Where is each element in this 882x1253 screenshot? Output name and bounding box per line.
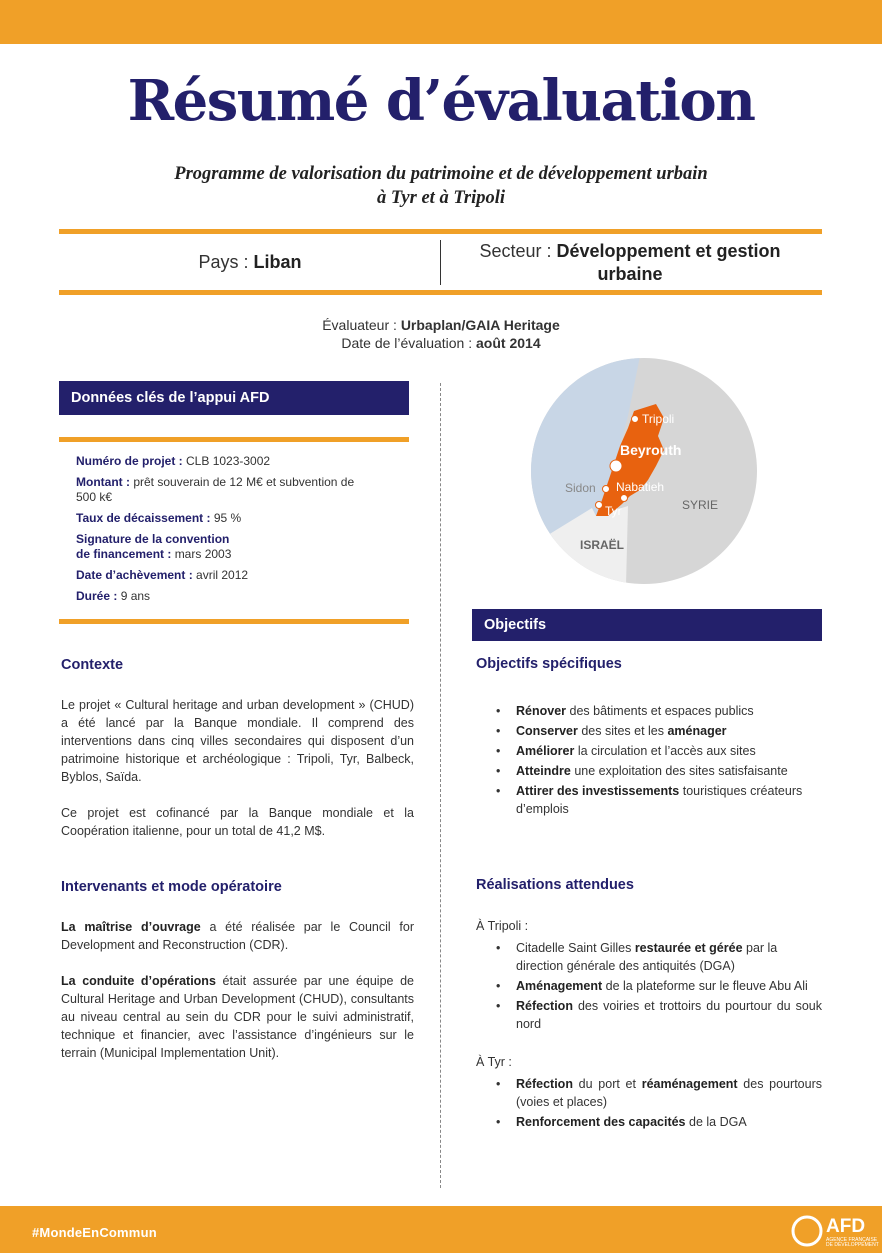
- info-separator: [440, 240, 441, 285]
- key-signature: Signature de la convention de financement : mars 2003: [76, 532, 232, 561]
- country-label: Pays :: [198, 252, 254, 272]
- sector-value: Développement et gestion urbaine: [556, 241, 781, 284]
- key-data-heading: Données clés de l’appui AFD: [59, 381, 409, 415]
- map-label-syrie: SYRIE: [682, 498, 719, 512]
- sector-field: [470, 240, 790, 286]
- objectives-heading: Objectifs: [472, 609, 822, 641]
- evaluation-date-label: Date de l’évaluation :: [341, 335, 477, 351]
- nabatieh-dot: [621, 495, 628, 502]
- context-text: [61, 696, 414, 858]
- afd-logo-text: AFD: [826, 1216, 866, 1237]
- stakeholders-paragraph-2: La conduite d’opérations était assurée par une équipe de Cultural Heritage and Urban Development (CHUD), consultants au niveau central au sein du CDR pour le suivi administratif, technique et financier, avec l’assistance d’ingénieurs sur le terrain (Municipal Implementation Unit).: [61, 974, 414, 1060]
- tyr-achievement-item: • Réfection du port et réaménagement des pourtours (voies et places): [496, 1075, 822, 1111]
- map-label-israel: ISRAËL: [580, 538, 625, 552]
- key-data-list: [76, 454, 366, 610]
- country-value: Liban: [253, 252, 302, 272]
- objective-item: • Atteindre une exploitation des sites satisfaisante: [496, 762, 822, 780]
- context-paragraph-2: Ce projet est cofinancé par la Banque mondiale et la Coopération italienne, pour un total de 41,2 M$.: [61, 806, 414, 838]
- map-label-sidon: Sidon: [565, 481, 596, 495]
- stakeholders-paragraph-1: La maîtrise d’ouvrage a été réalisée par le Council for Development and Reconstruction (CDR).: [61, 920, 415, 952]
- key-disbursement: Taux de décaissement : 95 %: [76, 511, 242, 525]
- afd-logo-subtitle: AGENCE FRANÇAISE DE DÉVELOPPEMENT: [826, 1237, 879, 1248]
- tripoli-achievement-item: • Aménagement de la plateforme sur le fleuve Abu Ali: [496, 977, 822, 995]
- afd-logo: [790, 1214, 879, 1250]
- map-graphic: [530, 356, 760, 586]
- sector-label: Secteur :: [479, 241, 557, 261]
- evaluator-line: [0, 316, 882, 334]
- achievements-heading: Réalisations attendues: [476, 877, 634, 893]
- key-completion: Date d’achèvement : avril 2012: [76, 568, 249, 582]
- afd-logo-icon: [790, 1214, 824, 1248]
- evaluator-value: Urbaplan/GAIA Heritage: [400, 317, 560, 333]
- evaluator-label: Évaluateur :: [322, 317, 401, 333]
- country-field: [100, 252, 400, 273]
- objective-item: • Rénover des bâtiments et espaces publics: [496, 702, 822, 720]
- stakeholders-text: [61, 918, 414, 1080]
- column-divider: [440, 383, 441, 1188]
- key-project-number: Numéro de projet : CLB 1023-3002: [76, 454, 271, 468]
- objective-item: • Conserver des sites et les aménager: [496, 722, 822, 740]
- tripoli-achievements: [476, 917, 822, 1035]
- subtitle-line-1: Programme de valorisation du patrimoine et de développement urbain: [174, 164, 708, 184]
- tripoli-achievement-item: • Réfection des voiries et trottoirs du pourtour du souk nord: [496, 997, 822, 1033]
- lebanon-map: [530, 356, 760, 586]
- specific-objectives-heading: Objectifs spécifiques: [476, 656, 622, 672]
- top-banner: [0, 0, 882, 44]
- evaluation-info: [0, 316, 882, 352]
- tripoli-intro: À Tripoli :: [476, 919, 529, 933]
- tyr-achievements: [476, 1053, 822, 1133]
- key-amount: Montant : prêt souverain de 12 M€ et subvention de 500 k€: [76, 475, 355, 504]
- evaluation-date-line: [0, 334, 882, 352]
- page-subtitle: [100, 162, 782, 210]
- tyr-intro: À Tyr :: [476, 1055, 512, 1069]
- tyr-achievement-item: • Renforcement des capacités de la DGA: [496, 1113, 822, 1131]
- key-data-box: [59, 437, 409, 624]
- map-label-beyrouth: Beyrouth: [620, 442, 682, 458]
- map-label-nabatieh: Nabatieh: [616, 480, 665, 494]
- tripoli-achievement-item: • Citadelle Saint Gilles restaurée et gérée par la direction générale des antiquités (DGA): [496, 939, 822, 975]
- key-duration: Durée : 9 ans: [76, 589, 151, 603]
- evaluation-date-value: août 2014: [476, 335, 541, 351]
- context-heading: Contexte: [61, 657, 124, 673]
- tyr-dot: [596, 502, 603, 509]
- tripoli-dot: [632, 416, 639, 423]
- context-paragraph-1: Le projet « Cultural heritage and urban development » (CHUD) a été lancé par la Banque mondiale. Il comprend des interventions dans cinq villes secondaires qui disposent d’un patrimoine historique et archéologique : Tripoli, Tyr, Balbeck, Byblos, Saïda.: [61, 698, 414, 784]
- sidon-dot: [603, 486, 610, 493]
- footer-hashtag: #MondeEnCommun: [32, 1225, 157, 1240]
- stakeholders-heading: Intervenants et mode opératoire: [61, 879, 282, 895]
- divider-top: [59, 229, 822, 234]
- specific-objectives-list: [496, 702, 822, 820]
- divider-bottom: [59, 290, 822, 295]
- beyrouth-dot: [610, 460, 622, 472]
- page-title: Résumé d’évaluation: [127, 68, 755, 134]
- subtitle-line-2: à Tyr et à Tripoli: [376, 188, 506, 208]
- objective-item: • Améliorer la circulation et l’accès aux sites: [496, 742, 822, 760]
- objective-item: • Attirer des investissements touristiques créateurs d’emplois: [496, 782, 822, 818]
- map-label-tyr: Tyr: [605, 504, 622, 518]
- map-label-tripoli: Tripoli: [642, 412, 675, 426]
